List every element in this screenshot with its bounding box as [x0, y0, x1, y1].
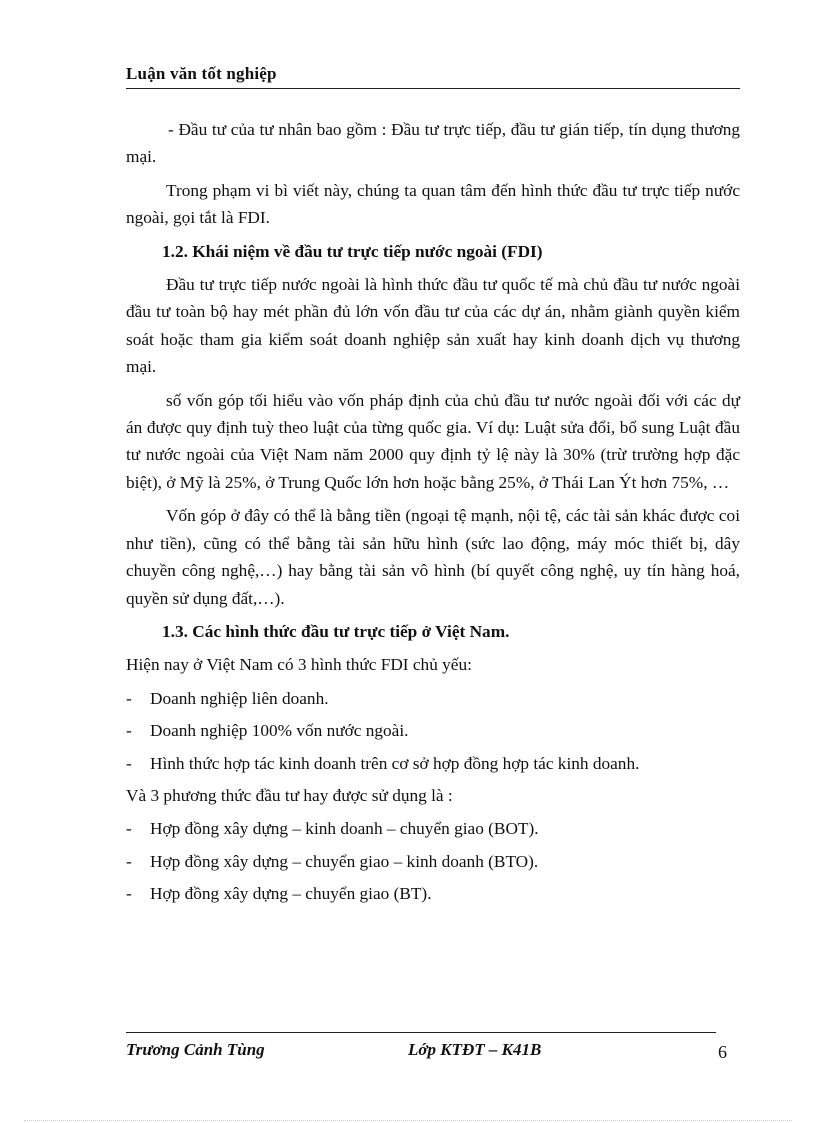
list-dash: - [126, 721, 132, 741]
page-bottom-border [24, 1120, 792, 1121]
page-number: 6 [718, 1042, 727, 1062]
list-item-text: Hợp đồng xây dựng – kinh doanh – chuyển giao (BOT). [150, 819, 539, 839]
list-item [126, 880, 740, 907]
list-item-text: Hợp đồng xây dựng – chuyển giao – kinh doanh (BTO). [150, 851, 539, 871]
list-dash: - [126, 819, 132, 839]
page-header-title: Luận văn tốt nghiệp [126, 64, 277, 83]
paragraph-private-investment: - Đầu tư của tư nhân bao gồm : Đầu tư trực tiếp, đầu tư gián tiếp, tín dụng thương mại. [126, 120, 740, 167]
list-dash: - [126, 884, 132, 904]
list-item-text: Doanh nghiệp 100% vốn nước ngoài. [150, 721, 409, 741]
paragraph-fdi-definition: Đầu tư trực tiếp nước ngoài là hình thức đầu tư quốc tế mà chủ đầu tư nước ngoài đầu tư toàn bộ hay mét phần đủ lớn vốn đầu tư của các dự án, nhằm giành quyền kiểm soát hoặc tham gia kiểm soát doanh nghiệp sản xuất hay kinh doanh dịch vụ thương mại. [126, 275, 740, 377]
section-heading-1-3: 1.3. Các hình thức đầu tư trực tiếp ở Việt Nam. [162, 621, 510, 641]
paragraph-capital-forms: Vốn góp ở đây có thể là bằng tiền (ngoại tệ mạnh, nội tệ, các tài sản khác được coi như tiền), cũng có thể bằng tài sản hữu hình (sức lao động, máy móc thiết bị, dây chuyền công nghệ,…) hay bằng tài sản vô hình (bí quyết công nghệ, uy tín hàng hoá, quyền sử dụng đất,…). [126, 506, 740, 608]
header-divider [126, 88, 740, 89]
paragraph-fdi-forms-intro: Hiện nay ở Việt Nam có 3 hình thức FDI chủ yếu: [126, 655, 472, 675]
paragraph-minimum-capital: số vốn góp tối hiểu vào vốn pháp định của chủ đầu tư nước ngoài đối với các dự án được quy định tuỳ theo luật của từng quốc gia. Ví dụ: Luật sửa đổi, bổ sung Luật đầu tư nước ngoài của Việt Nam năm 2000 quy định tỷ lệ này là 30% (trừ trường hợp đặc biệt), ở Mỹ là 25%, ở Trung Quốc lớn hơn hoặc bằng 25%, ở Thái Lan Ýt hơn 75%, … [126, 390, 740, 492]
footer-author: Trương Cảnh Tùng [126, 1040, 265, 1059]
list-item [126, 815, 740, 842]
list-dash: - [126, 688, 132, 708]
list-item [126, 848, 740, 875]
list-item-text: Hình thức hợp tác kinh doanh trên cơ sở hợp đồng hợp tác kinh doanh. [150, 753, 640, 773]
paragraph-scope: Trong phạm vi bì viết này, chúng ta quan tâm đến hình thức đầu tư trực tiếp nước ngoài, gọi tắt là FDI. [126, 180, 740, 228]
footer-class: Lớp KTĐT – K41B [408, 1040, 542, 1059]
section-heading-1-2: 1.2. Khái niệm về đầu tư trực tiếp nước ngoài (FDI) [162, 241, 543, 261]
list-item [126, 685, 740, 712]
document-body [126, 116, 740, 913]
list-dash: - [126, 851, 132, 871]
list-dash: - [126, 753, 132, 773]
list-item [126, 717, 740, 744]
list-item-text: Doanh nghiệp liên doanh. [150, 688, 329, 708]
list-item-text: Hợp đồng xây dựng – chuyển giao (BT). [150, 884, 432, 904]
footer-divider [126, 1032, 716, 1033]
list-item [126, 750, 740, 777]
paragraph-methods-intro: Và 3 phương thức đầu tư hay được sử dụng là : [126, 785, 453, 805]
